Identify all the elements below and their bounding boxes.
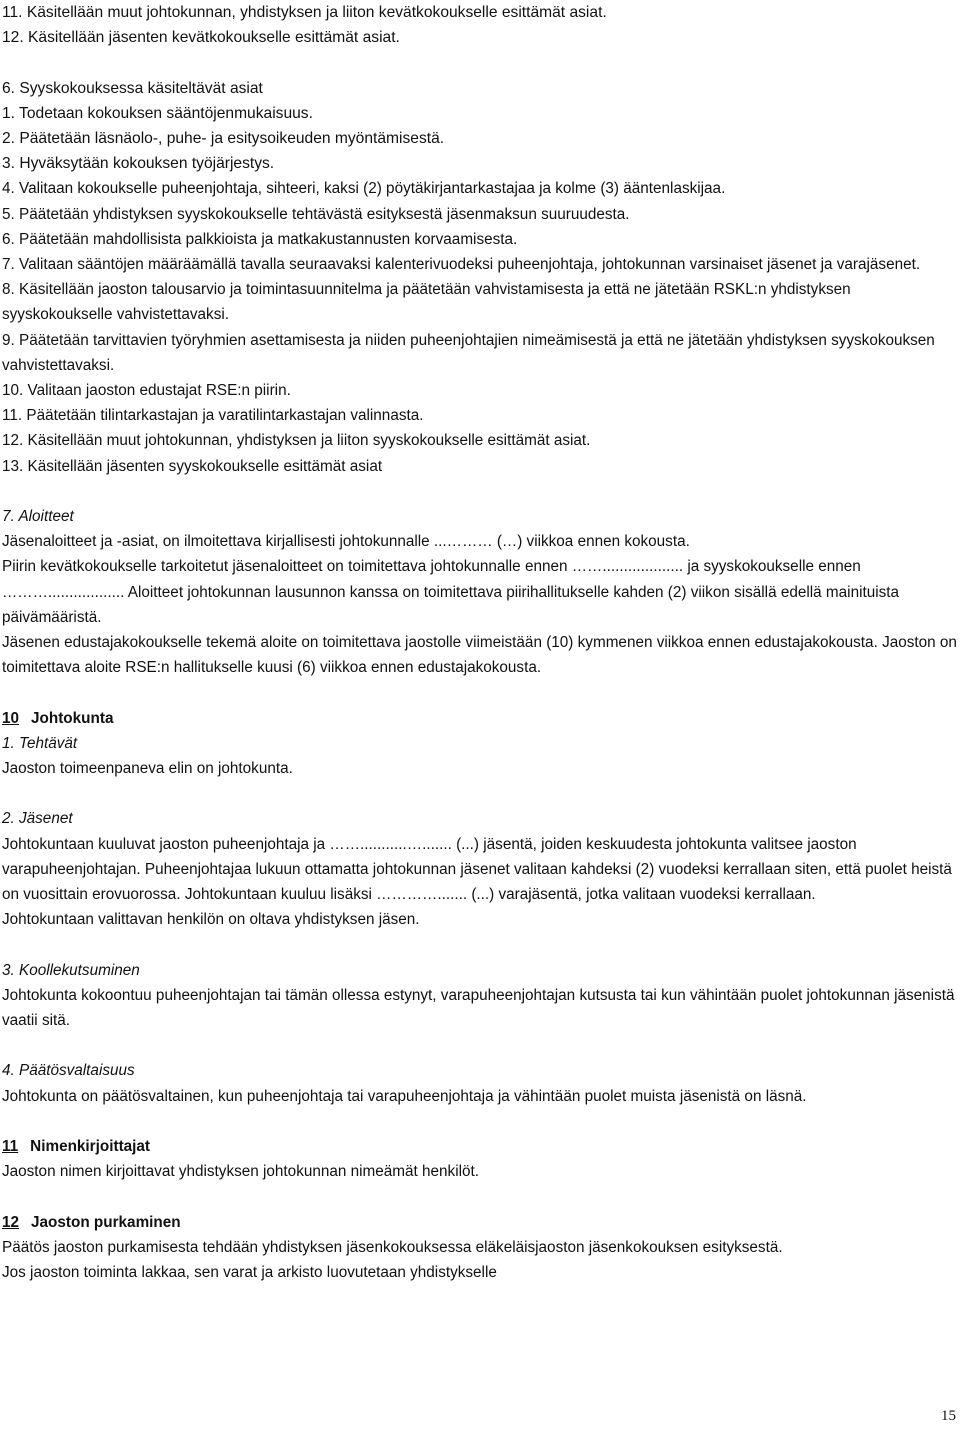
list-item: 12. Käsitellään jäsenten kevätkokoukselle esittämät asiat. [2, 29, 400, 47]
section-11-heading [2, 1134, 957, 1159]
subsection-title: 1. Tehtävät [2, 734, 78, 752]
list-item: 6. Päätetään mahdollisista palkkioista ja matkakustannusten korvaamisesta. [2, 230, 518, 248]
section-number: 12 [2, 1213, 20, 1231]
list-item: 2. Päätetään läsnäolo-, puhe- ja esitysoikeuden myöntämisestä. [2, 130, 445, 147]
list-item: 13. Käsitellään jäsenten syyskokoukselle esittämät asiat [2, 457, 383, 475]
paragraph: Jaoston nimen kirjoittavat yhdistyksen johtokunnan nimeämät henkilöt. [2, 1163, 480, 1181]
subsection-title: 4. Päätösvaltaisuus [2, 1062, 135, 1080]
section-title: Nimenkirjoittajat [30, 1138, 151, 1156]
list-item: 4. Valitaan kokoukselle puheenjohtaja, sihteeri, kaksi (2) pöytäkirjantarkastajaa ja kolme (3) ääntenlaskijaa. [2, 180, 726, 198]
paragraph: Jaoston toimeenpaneva elin on johtokunta. [2, 760, 293, 778]
list-item: 5. Päätetään yhdistyksen syyskokoukselle tehtävästä esityksestä jäsenmaksun suuruudesta. [2, 205, 630, 223]
list-item: 3. Hyväksytään kokouksen työjärjestys. [2, 155, 275, 173]
subsection-title: 2. Jäsenet [2, 810, 73, 828]
spacer [2, 932, 957, 957]
spacer [2, 50, 957, 75]
list-item: 10. Valitaan jaoston edustajat RSE:n piirin. [2, 382, 291, 400]
paragraph: Johtokunta kokoontuu puheenjohtajan tai tämän ollessa estynyt, varapuheenjohtajan kutsusta tai kun vähintään puolet johtokunnan jäsenistä vaatii sitä. [2, 986, 955, 1030]
spacer [2, 1109, 957, 1134]
list-item: 7. Valitaan sääntöjen määräämällä tavalla seuraavaksi kalenterivuodeksi puheenjohtaja, johtokunnan varsinaiset jäsenet ja varajäsenet. [2, 256, 921, 274]
section-12-heading [2, 1210, 957, 1235]
list-item: 11. Päätetään tilintarkastajan ja varatilintarkastajan valinnasta. [2, 407, 424, 425]
paragraph: Johtokuntaan kuuluvat jaoston puheenjohtaja ja ……...........…....... (...) jäsentä, joiden keskuudesta johtokunta valitsee jaoston varapuheenjohtajan. Puheenjohtajaa lukuun ottamatta johtokunnan jäsenet valitaan kahdeksi (2) vuodeksi kerrallaan siten, että puolet heistä on vuosittain erovuorossa. Johtokuntaan kuuluu lisäksi …………....... (...) varajäsentä, jotka valitaan vuodeksi kerrallaan. [2, 835, 952, 904]
spacer [2, 1033, 957, 1058]
subsection-title: 3. Koollekutsuminen [2, 961, 140, 979]
spacer [2, 479, 957, 504]
section-title: Johtokunta [31, 709, 114, 727]
paragraph: Johtokuntaan valittavan henkilön on oltava yhdistyksen jäsen. [2, 911, 420, 929]
section-title: Jaoston purkaminen [31, 1213, 181, 1231]
page-number: 15 [941, 1408, 956, 1424]
paragraph: Päätös jaoston purkamisesta tehdään yhdistyksen jäsenkokouksessa eläkeläisjaoston jäsenkokouksen esityksestä. [2, 1238, 783, 1256]
spacer [2, 680, 957, 705]
spacer [2, 1184, 957, 1209]
section-number: 11 [2, 1138, 19, 1156]
paragraph: Jäsenen edustajakokoukselle tekemä aloite on toimitettava jaostolle viimeistään (10) kymmenen viikkoa ennen edustajakokousta. Jaoston on toimitettava aloite RSE:n hallitukselle kuusi (6) viikkoa ennen edustajakokousta. [2, 634, 957, 677]
spacer [2, 781, 957, 806]
section-6-title: 6. Syyskokouksessa käsiteltävät asiat [2, 79, 263, 97]
paragraph: Jäsenaloitteet ja -asiat, on ilmoitettava kirjallisesti johtokunnalle ...……… (…) viikkoa ennen kokousta. [2, 533, 690, 551]
section-7-title: 7. Aloitteet [2, 508, 74, 526]
section-10-heading [2, 706, 957, 731]
paragraph: Piirin kevätkokoukselle tarkoitetut jäsenaloitteet on toimitettava johtokunnalle ennen ……................... ja syyskokoukselle ennen ……….................. Aloitteet johtokunnan lausunnon kanssa on toimitettava piirihallitukselle kahden (2) viikon sisällä edellä mainituista päivämääristä. [2, 558, 900, 626]
list-item: 11. Käsitellään muut johtokunnan, yhdistyksen ja liiton kevätkokoukselle esittämät asiat. [2, 4, 607, 21]
list-item: 1. Todetaan kokouksen sääntöjenmukaisuus. [2, 104, 313, 122]
paragraph: Johtokunta on päätösvaltainen, kun puheenjohtaja tai varapuheenjohtaja ja vähintään puolet muista jäsenistä on läsnä. [2, 1087, 807, 1105]
section-number: 10 [2, 709, 20, 727]
paragraph: Jos jaoston toiminta lakkaa, sen varat ja arkisto luovutetaan yhdistykselle [2, 1264, 497, 1282]
page-content [2, 0, 957, 1285]
list-item: 9. Päätetään tarvittavien työryhmien asettamisesta ja niiden puheenjohtajien nimeämisestä ja että ne jätetään yhdistyksen syyskokouksen vahvistettavaksi. [2, 331, 935, 374]
list-item: 12. Käsitellään muut johtokunnan, yhdistyksen ja liiton syyskokoukselle esittämät asiat. [2, 432, 591, 450]
list-item: 8. Käsitellään jaoston talousarvio ja toimintasuunnitelma ja päätetään vahvistamisesta ja että ne jätetään RSKL:n yhdistyksen syyskokoukselle vahvistettavaksi. [2, 281, 851, 324]
